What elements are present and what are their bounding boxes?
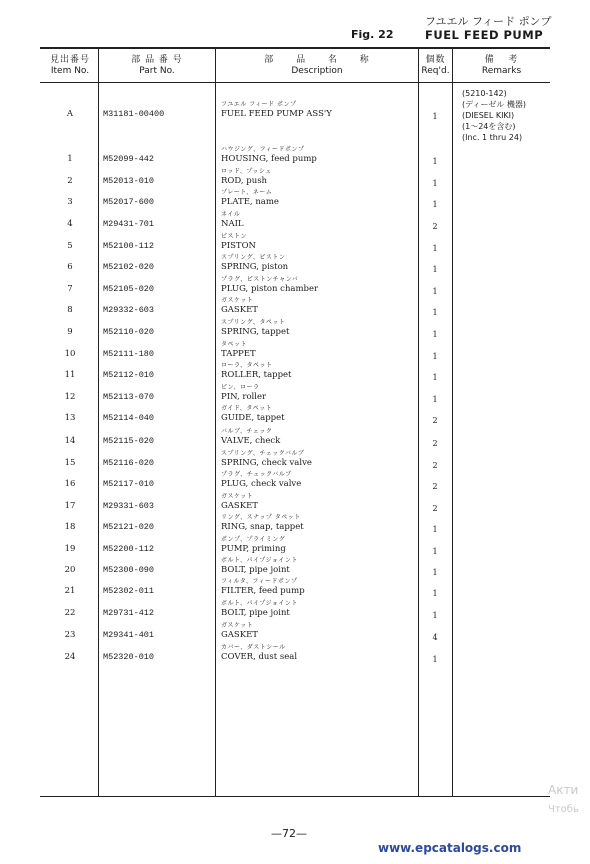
- quantity: 1: [432, 589, 438, 598]
- description-japanese: ネイル: [221, 211, 241, 218]
- description: PLATE, name: [221, 197, 279, 207]
- item-number: 6: [67, 262, 73, 272]
- remarks-code: (5210-142): [462, 89, 507, 98]
- quantity: 1: [432, 157, 438, 166]
- item-number: 14: [64, 436, 76, 446]
- item-number: 13: [64, 413, 76, 423]
- quantity: 1: [432, 330, 438, 339]
- description-japanese: プレート、ネーム: [221, 189, 273, 196]
- description-japanese: ボルト、パイプジョイント: [221, 557, 298, 564]
- item-number: 18: [64, 522, 76, 532]
- item-number: 21: [64, 586, 76, 596]
- description-japanese: プラグ、チェックバルブ: [221, 471, 292, 478]
- description-japanese: スプリング、タペット: [221, 319, 286, 326]
- part-number: M52111-180: [103, 349, 155, 359]
- part-number: M52121-020: [103, 522, 155, 532]
- item-number: 19: [64, 544, 76, 554]
- item-number: 7: [67, 284, 73, 294]
- item-number: 15: [64, 458, 76, 468]
- item-number: 9: [67, 327, 73, 337]
- description: PLUG, piston chamber: [221, 284, 319, 294]
- item-number: 20: [64, 565, 76, 575]
- description-japanese: スプリング、チェックバルブ: [221, 450, 305, 457]
- description-japanese: ガスケット: [221, 493, 254, 500]
- part-number: M29341-401: [103, 630, 155, 640]
- description: VALVE, check: [221, 436, 281, 446]
- part-number: M52114-040: [103, 413, 155, 423]
- column-header-description-jp: 部 品 名 称: [264, 55, 370, 65]
- column-header-description-en: Description: [291, 66, 343, 76]
- quantity: 1: [432, 525, 438, 534]
- description: HOUSING, feed pump: [221, 154, 317, 164]
- description-japanese: リング、スナップ タペット: [221, 514, 301, 521]
- quantity: 1: [432, 655, 438, 664]
- description: PUMP, priming: [221, 544, 286, 554]
- part-number: M52013-010: [103, 176, 155, 186]
- part-number: M52115-020: [103, 436, 155, 446]
- table-top-rule: [40, 47, 550, 49]
- quantity: 1: [432, 308, 438, 317]
- column-divider-part: [215, 49, 216, 796]
- part-number: M52300-090: [103, 565, 155, 575]
- quantity: 4: [432, 633, 438, 642]
- description-japanese: ローラ、タペット: [221, 362, 273, 369]
- item-number: A: [66, 109, 74, 119]
- description-japanese: バルブ、チェック: [221, 428, 273, 435]
- column-header-part: [99, 55, 215, 77]
- quantity: 1: [432, 287, 438, 296]
- description-japanese: タペット: [221, 341, 248, 348]
- item-number: 24: [64, 652, 76, 662]
- column-header-part-jp: 部 品 番 号: [131, 55, 183, 65]
- item-number: 2: [67, 176, 73, 186]
- table-header-rule: [40, 82, 550, 83]
- description: PLUG, check valve: [221, 479, 302, 489]
- watermark-line-1: Акти: [548, 783, 579, 797]
- item-number: 4: [67, 219, 73, 229]
- description-japanese: フィルタ、フィードポンプ: [221, 578, 298, 585]
- description: FILTER, feed pump: [221, 586, 305, 596]
- item-number: 11: [64, 370, 76, 380]
- description-japanese: ボルト、パイプジョイント: [221, 600, 298, 607]
- description-japanese: ハウジング、フィードポンプ: [221, 146, 305, 153]
- part-number: M52099-442: [103, 154, 155, 164]
- part-number: M52017-600: [103, 197, 155, 207]
- item-number: 5: [67, 241, 73, 251]
- description: GASKET: [221, 630, 258, 640]
- part-number: M52110-020: [103, 327, 155, 337]
- description: NAIL: [221, 219, 244, 229]
- column-header-item: [42, 55, 98, 77]
- item-number: 23: [64, 630, 76, 640]
- quantity: 1: [432, 568, 438, 577]
- assembly-remarks: [462, 88, 526, 143]
- column-header-qty-en: Req'd.: [421, 66, 450, 76]
- description: GASKET: [221, 305, 258, 315]
- part-number: M52116-020: [103, 458, 155, 468]
- column-header-description: [216, 55, 418, 77]
- part-number: M29731-412: [103, 608, 155, 618]
- description: SPRING, piston: [221, 262, 289, 272]
- item-number: 17: [64, 501, 76, 511]
- quantity: 2: [432, 439, 438, 448]
- description: COVER, dust seal: [221, 652, 298, 662]
- part-number: M52100-112: [103, 241, 155, 251]
- part-number: M52117-010: [103, 479, 155, 489]
- quantity: 2: [432, 222, 438, 231]
- title-japanese: フユエル フィード ポンプ: [425, 15, 552, 28]
- quantity: 1: [432, 547, 438, 556]
- remarks-maker-jp: (ディーゼル 機器): [462, 100, 526, 109]
- column-header-part-en: Part No.: [139, 66, 175, 76]
- quantity: 1: [432, 179, 438, 188]
- part-number: M29331-603: [103, 501, 155, 511]
- part-number: M52105-020: [103, 284, 155, 294]
- part-number: M29332-603: [103, 305, 155, 315]
- description-japanese: ピストン: [221, 233, 248, 240]
- description-japanese: スプリング、ピストン: [221, 254, 286, 261]
- item-number: 3: [67, 197, 73, 207]
- quantity: 1: [432, 352, 438, 361]
- part-number: M52320-010: [103, 652, 155, 662]
- item-number: 16: [64, 479, 76, 489]
- quantity: 2: [432, 482, 438, 491]
- page-number: —72—: [271, 827, 307, 840]
- figure-number: Fig. 22: [351, 28, 394, 41]
- remarks-includes: (Inc. 1 thru 24): [462, 133, 523, 142]
- description: GUIDE, tappet: [221, 413, 285, 423]
- column-header-qty-jp: 個数: [425, 55, 446, 65]
- quantity: 2: [432, 461, 438, 470]
- quantity: 1: [432, 395, 438, 404]
- description: SPRING, tappet: [221, 327, 290, 337]
- column-header-remarks: [453, 55, 550, 77]
- column-header-item-jp: 見出番号: [49, 55, 90, 65]
- description-japanese: プラグ、ピストンチャンバ: [221, 276, 299, 283]
- quantity: 1: [432, 611, 438, 620]
- description-japanese: カバー、ダストシール: [221, 644, 286, 651]
- item-number: 12: [64, 392, 76, 402]
- quantity: 2: [432, 504, 438, 513]
- description-japanese: ガスケット: [221, 622, 254, 629]
- description-japanese: ピン、ローラ: [221, 384, 260, 391]
- item-number: 1: [67, 154, 73, 164]
- part-number: M29431-701: [103, 219, 155, 229]
- part-number: M52112-010: [103, 370, 155, 380]
- quantity: 2: [432, 416, 438, 425]
- column-header-qty: [419, 55, 452, 77]
- part-number: M52302-011: [103, 586, 155, 596]
- watermark-line-2: Чтобь: [548, 804, 579, 815]
- description: RING, snap, tappet: [221, 522, 304, 532]
- description: PIN, roller: [221, 392, 267, 402]
- table-bottom-rule: [40, 796, 550, 797]
- description-japanese: フユエル フィード ポンプ: [221, 101, 297, 108]
- description: SPRING, check valve: [221, 458, 312, 468]
- description: BOLT, pipe joint: [221, 565, 290, 575]
- quantity: 1: [432, 265, 438, 274]
- remarks-maker: (DIESEL KIKI): [462, 111, 515, 120]
- description: ROD, push: [221, 176, 268, 186]
- description: GASKET: [221, 501, 258, 511]
- quantity: 1: [432, 200, 438, 209]
- remarks-includes-jp: (1〜24を含む): [462, 122, 516, 131]
- description: BOLT, pipe joint: [221, 608, 290, 618]
- quantity: 1: [432, 373, 438, 382]
- column-divider-item: [98, 49, 99, 796]
- column-header-remarks-jp: 備 考: [484, 55, 519, 65]
- description-japanese: ロッド、プッシュ: [221, 168, 272, 175]
- description-japanese: ガスケット: [221, 297, 254, 304]
- page-title: FUEL FEED PUMP: [425, 28, 544, 42]
- item-number: 8: [67, 305, 73, 315]
- part-number: M52113-070: [103, 392, 155, 402]
- description: TAPPET: [221, 349, 256, 359]
- description-japanese: ガイド、タペット: [221, 405, 273, 412]
- description: ROLLER, tappet: [221, 370, 292, 380]
- site-link[interactable]: www.epcatalogs.com: [378, 841, 522, 855]
- item-number: 10: [64, 349, 76, 359]
- part-number: M52200-112: [103, 544, 155, 554]
- part-number: M52102-020: [103, 262, 155, 272]
- part-number: M31181-00400: [103, 109, 165, 119]
- description: FUEL FEED PUMP ASS'Y: [221, 109, 332, 119]
- column-header-remarks-en: Remarks: [481, 66, 522, 76]
- description-japanese: ポンプ、プライミング: [221, 536, 286, 543]
- description: PISTON: [221, 241, 256, 251]
- item-number: 22: [64, 608, 76, 618]
- quantity: 1: [432, 112, 438, 121]
- column-divider-qty: [452, 49, 453, 796]
- quantity: 1: [432, 244, 438, 253]
- column-header-item-en: Item No.: [50, 66, 90, 76]
